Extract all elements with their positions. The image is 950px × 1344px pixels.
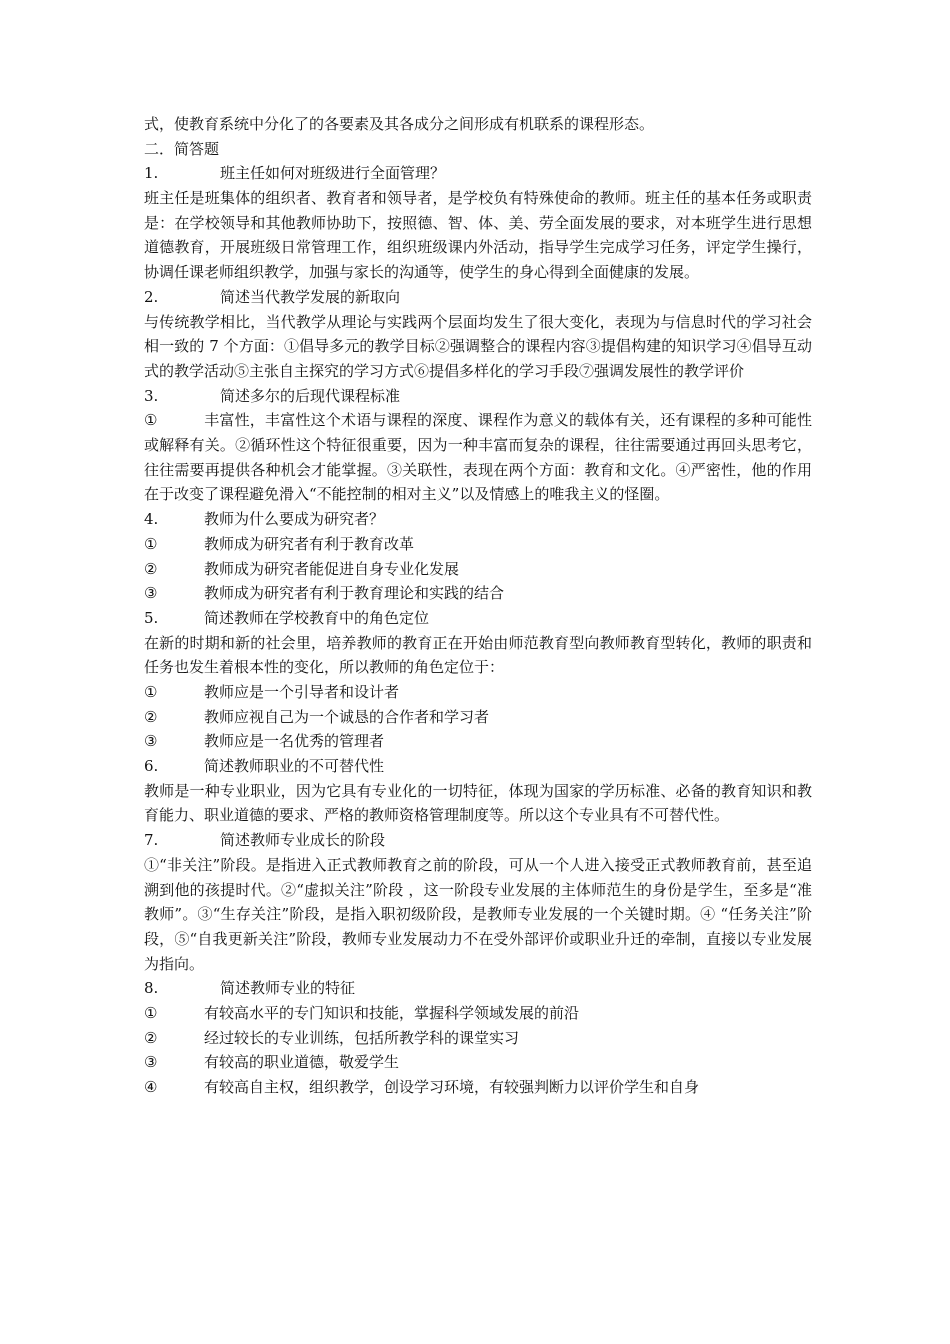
question-number: 3. [144, 386, 159, 405]
question-2-heading [144, 285, 812, 310]
question-8-heading [144, 976, 812, 1001]
question-2-answer: 与传统教学相比，当代教学从理论与实践两个层面均发生了很大变化，表现为与信息时代的学习社会相一致的 7 个方面：①倡导多元的教学目标②强调整合的课程内容③提倡构建的知识学习④倡导互动式的教学活动⑤主张自主探究的学习方式⑥提倡多样化的学习手段⑦强调发展性的教学评价 [144, 312, 812, 380]
question-title: 简述多尔的后现代课程标准 [220, 386, 401, 405]
question-title: 班主任如何对班级进行全面管理？ [220, 164, 446, 183]
question-1-heading [144, 161, 812, 186]
list-item [144, 1075, 812, 1100]
list-item [144, 680, 812, 705]
list-item-text: 教师应视自己为一个诚恳的合作者和学习者 [204, 707, 490, 726]
list-item [144, 1026, 812, 1051]
question-6-heading [144, 754, 812, 779]
list-marker: ③ [144, 732, 158, 751]
list-item [144, 532, 812, 557]
list-item-text: 教师成为研究者有利于教育改革 [204, 534, 415, 553]
document-page [144, 112, 812, 1100]
question-number: 1. [144, 164, 159, 183]
list-item-text: 有较高自主权，组织教学，创设学习环境，有较强判断力以评价学生和自身 [204, 1078, 700, 1097]
question-3-answer [144, 408, 812, 507]
question-number: 4. [144, 510, 159, 529]
question-7-heading [144, 828, 812, 853]
list-item-text: 有较高的职业道德，敬爱学生 [204, 1053, 400, 1072]
question-number: 5. [144, 608, 159, 627]
list-item [144, 581, 812, 606]
list-item-text: 教师应是一个引导者和设计者 [204, 683, 400, 702]
list-marker: ③ [144, 584, 158, 603]
question-1-answer: 班主任是班集体的组织者、教育者和领导者，是学校负有特殊使命的教师。班主任的基本任务或职责是：在学校领导和其他教师协助下，按照德、智、体、美、劳全面发展的要求，对本班学生进行思想道德教育，开展班级日常管理工作，组织班级课内外活动，指导学生完成学习任务，评定学生操行，协调任课老师组织教学，加强与家长的沟通等，使学生的身心得到全面健康的发展。 [144, 189, 812, 282]
list-marker: ③ [144, 1053, 158, 1072]
list-marker: ② [144, 1028, 158, 1047]
list-marker: ① [144, 1004, 158, 1023]
list-marker: ① [144, 683, 158, 702]
question-title: 简述教师专业的特征 [220, 979, 356, 998]
list-item [144, 557, 812, 582]
list-item [144, 1001, 812, 1026]
opening-line: 式，使教育系统中分化了的各要素及其各成分之间形成有机联系的课程形态。 [144, 115, 655, 133]
question-title: 简述教师职业的不可替代性 [204, 757, 385, 776]
question-number: 8. [144, 979, 159, 998]
question-3-heading [144, 384, 812, 409]
list-marker: ② [144, 559, 158, 578]
question-title: 简述教师在学校教育中的角色定位 [204, 608, 430, 627]
question-4-heading [144, 507, 812, 532]
list-marker: ④ [144, 1078, 158, 1097]
question-number: 6. [144, 757, 159, 776]
section-title: 二．简答题 [144, 139, 220, 158]
question-5-answer: 在新的时期和新的社会里，培养教师的教育正在开始由师范教育型向教师教育型转化，教师的职责和任务也发生着根本性的变化，所以教师的角色定位于： [144, 633, 812, 677]
question-7-answer: ①“非关注”阶段。是指进入正式教师教育之前的阶段，可从一个人进入接受正式教师教育前，甚至追溯到他的孩提时代。②“虚拟关注”阶段 ，这一阶段专业发展的主体师范生的身份是学生，至多是“准教师”。③“生存关注”阶段，是指入职初级阶段，是教师专业发展的一个关键时期。④ “任务关注”阶段，⑤“自我更新关注”阶段，教师专业发展动力不在受外部评价或职业升迁的牵制，直接以专业发展为指向。 [144, 855, 812, 973]
question-5-heading [144, 606, 812, 631]
question-number: 7. [144, 831, 159, 850]
list-marker: ① [144, 534, 158, 553]
list-marker: ① [144, 411, 158, 430]
question-title: 教师为什么要成为研究者？ [204, 510, 385, 529]
list-item-text: 教师应是一名优秀的管理者 [204, 732, 385, 751]
list-item [144, 1050, 812, 1075]
answer-text: 丰富性，丰富性这个术语与课程的深度、课程作为意义的载体有关，还有课程的多种可能性或解释有关。②循环性这个特征很重要，因为一种丰富而复杂的课程，往往需要通过再回头思考它，往往需要再提供各种机会才能掌握。③关联性，表现在两个方面：教育和文化。④严密性，他的作用在于改变了课程避免滑入“不能控制的相对主义”以及情感上的唯我主义的怪圈。 [144, 411, 812, 504]
question-6-answer: 教师是一种专业职业，因为它具有专业化的一切特征，体现为国家的学历标准、必备的教育知识和教育能力、职业道德的要求、严格的教师资格管理制度等。所以这个专业具有不可替代性。 [144, 781, 812, 825]
list-item [144, 705, 812, 730]
question-title: 简述当代教学发展的新取向 [220, 287, 401, 306]
list-item-text: 教师成为研究者能促进自身专业化发展 [204, 559, 460, 578]
list-item-text: 教师成为研究者有利于教育理论和实践的结合 [204, 584, 505, 603]
question-number: 2. [144, 287, 159, 306]
list-item-text: 有较高水平的专门知识和技能，掌握科学领域发展的前沿 [204, 1004, 580, 1023]
question-title: 简述教师专业成长的阶段 [220, 831, 386, 850]
list-item [144, 729, 812, 754]
list-marker: ② [144, 707, 158, 726]
list-item-text: 经过较长的专业训练，包括所教学科的课堂实习 [204, 1028, 520, 1047]
